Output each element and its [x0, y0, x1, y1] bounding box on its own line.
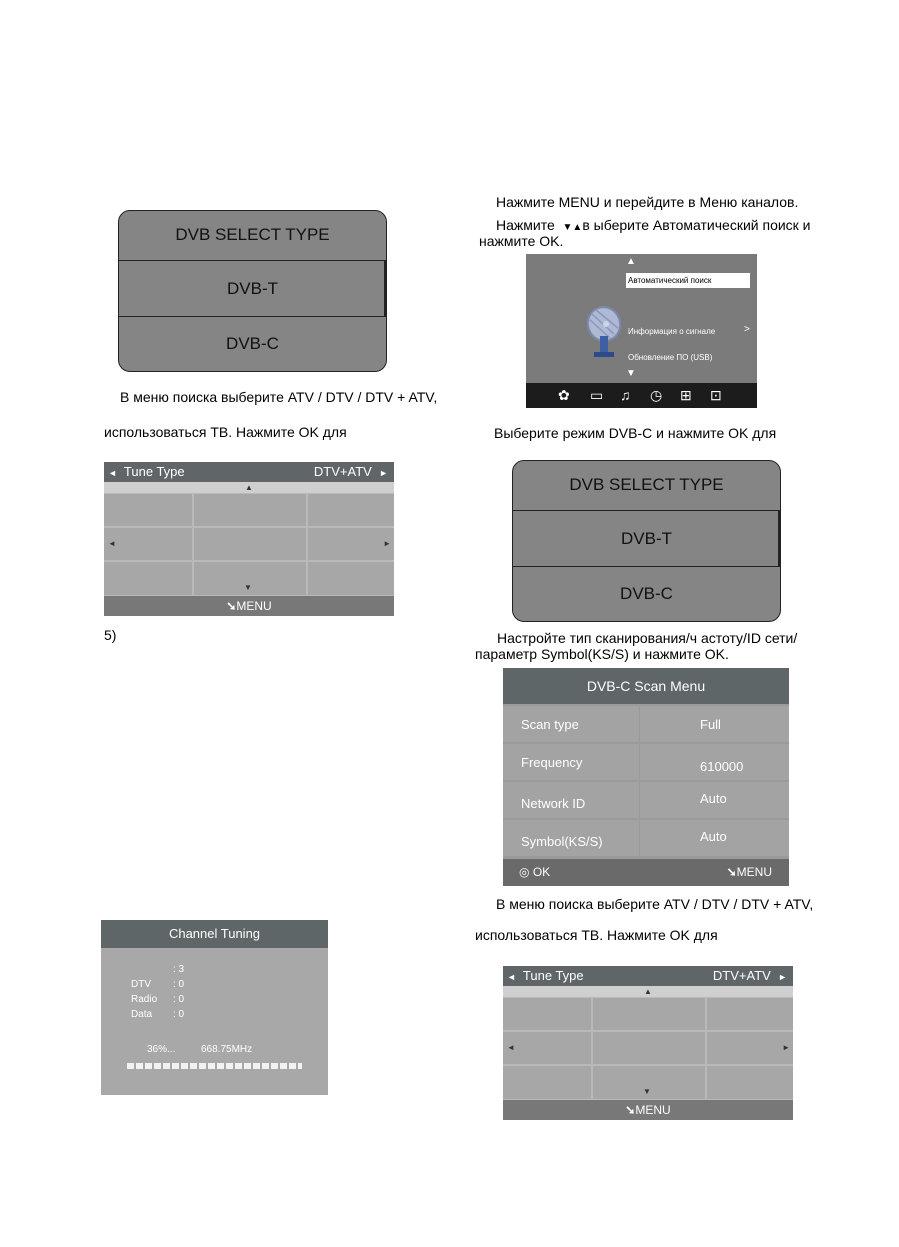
ok-label: OK — [532, 865, 551, 879]
dvb-select-title: DVB SELECT TYPE — [175, 225, 330, 244]
scroll-up-icon[interactable]: ▲ — [104, 482, 394, 493]
step-number: 5) — [104, 627, 117, 643]
instruction-text: в ыберите Автоматический поиск и — [582, 217, 811, 233]
scroll-down-icon[interactable]: ▼ — [643, 1087, 651, 1096]
scan-type-label: Scan type — [503, 706, 639, 742]
grid-cell — [104, 562, 192, 595]
right-instruction-1: Нажмите MENU и перейдите в Меню каналов. — [496, 194, 799, 210]
software-update-item[interactable]: Обновление ПО (USB) — [628, 353, 713, 362]
progress-percent: 36%... — [147, 1044, 176, 1055]
dvb-select-panel — [512, 460, 781, 622]
arrow-keys-icon: ▼▲ — [562, 222, 583, 233]
tune-type-label: Tune Type — [522, 968, 584, 983]
return-icon: ➘ — [625, 1103, 636, 1117]
right-instruction-6: параметр Symbol(KS/S) и нажмите OK. — [475, 646, 729, 662]
scan-type-value[interactable]: Full — [640, 706, 789, 742]
dvb-select-title: DVB SELECT TYPE — [569, 475, 724, 494]
data-value: : 0 — [173, 1009, 185, 1020]
page-left-icon[interactable]: ◄ — [108, 539, 116, 548]
dvb-t-option[interactable]: DVB-T — [513, 510, 780, 567]
grid-cell — [194, 494, 306, 526]
symbol-rate-label: Symbol(KS/S) — [503, 820, 639, 856]
tuning-frequency: 668.75MHz — [201, 1044, 253, 1055]
menu-icon-bar — [526, 383, 757, 408]
tune-type-header[interactable] — [503, 966, 793, 986]
right-instruction-4: Выберите режим DVB-C и нажмите OK для — [494, 425, 777, 441]
menu-label: MENU — [736, 865, 772, 879]
settings-icon[interactable]: ✿ — [558, 387, 570, 403]
dtv-value: : 0 — [173, 979, 185, 990]
radio-value: : 0 — [173, 994, 185, 1005]
ok-icon: ◎ — [519, 865, 530, 879]
grid-cell — [707, 998, 793, 1030]
frequency-value[interactable]: 610000 — [640, 744, 789, 780]
music-icon[interactable]: ♫ — [620, 387, 631, 403]
lock-icon[interactable]: ⊡ — [710, 387, 722, 403]
picture-icon[interactable]: ▭ — [590, 387, 604, 403]
scan-menu-footer — [503, 859, 789, 886]
network-id-value[interactable]: Auto — [640, 782, 789, 818]
left-arrow-icon[interactable]: ◄ — [108, 468, 117, 478]
ok-button[interactable] — [519, 865, 550, 879]
menu-up-icon[interactable]: ▲ — [626, 256, 636, 267]
channel-menu-screen — [526, 254, 757, 408]
progress-bar — [127, 1063, 302, 1069]
grid-cell — [503, 998, 591, 1030]
return-icon: ➘ — [226, 599, 237, 613]
tune-type-value: DTV+ATV — [313, 464, 372, 479]
radio-label: Radio — [131, 994, 158, 1005]
left-arrow-icon[interactable]: ◄ — [507, 972, 516, 982]
menu-footer[interactable] — [503, 1100, 793, 1120]
grid-cell — [308, 528, 394, 560]
clock-icon[interactable]: ◷ — [650, 387, 663, 403]
frequency-label: Frequency — [503, 744, 639, 780]
menu-down-icon[interactable]: ▼ — [626, 368, 636, 379]
menu-label: MENU — [236, 599, 272, 613]
grid-icon[interactable]: ⊞ — [680, 387, 692, 403]
tune-type-label: Tune Type — [123, 464, 185, 479]
grid-cell — [503, 1066, 591, 1099]
tune-type-panel — [104, 462, 394, 616]
symbol-rate-value[interactable]: Auto — [640, 820, 789, 856]
tune-type-panel — [503, 966, 793, 1120]
scroll-up-icon[interactable]: ▲ — [503, 986, 793, 997]
menu-button[interactable] — [727, 865, 772, 879]
menu-label: MENU — [635, 1103, 671, 1117]
page-right-icon[interactable]: ► — [383, 539, 391, 548]
return-icon: ➘ — [726, 865, 737, 879]
auto-search-item[interactable]: Автоматический поиск — [626, 273, 750, 288]
grid-cell — [104, 494, 192, 526]
grid-cell — [707, 1066, 793, 1099]
signal-info-item[interactable]: Информация о сигнале — [628, 327, 716, 336]
right-instruction-7: В меню поиска выберите ATV / DTV / DTV + ATV, — [496, 896, 814, 912]
left-instruction-2: использоваться ТВ. Нажмите OK для — [104, 424, 347, 440]
network-id-label: Network ID — [503, 782, 639, 818]
instruction-text: Нажмите — [496, 217, 555, 233]
total-count: : 3 — [173, 964, 185, 975]
menu-footer[interactable] — [104, 596, 394, 616]
scroll-down-icon[interactable]: ▼ — [244, 583, 252, 592]
data-label: Data — [131, 1009, 153, 1020]
grid-cell — [308, 494, 394, 526]
dvb-c-option[interactable]: DVB-C — [226, 334, 279, 353]
grid-cell — [707, 1032, 793, 1064]
grid-cell — [593, 998, 705, 1030]
submenu-arrow-icon[interactable]: > — [744, 324, 750, 335]
dvb-select-panel — [118, 210, 387, 372]
right-instruction-5: Настройте тип сканирования/ч астоту/ID сети/ — [497, 630, 798, 646]
channel-tuning-panel — [101, 920, 328, 1095]
dtv-label: DTV — [131, 979, 151, 990]
tune-type-header[interactable] — [104, 462, 394, 482]
channel-tuning-title: Channel Tuning — [101, 920, 328, 948]
grid-cell — [194, 528, 306, 560]
dvb-c-option[interactable]: DVB-C — [620, 584, 673, 603]
scan-menu-title: DVB-C Scan Menu — [503, 668, 789, 704]
satellite-dish-icon — [584, 304, 626, 358]
left-instruction-1: В меню поиска выберите ATV / DTV / DTV + ATV, — [120, 389, 438, 405]
grid-cell — [593, 1032, 705, 1064]
right-instruction-3: нажмите OK. — [479, 233, 564, 249]
page-left-icon[interactable]: ◄ — [507, 1043, 515, 1052]
tune-type-value: DTV+ATV — [712, 968, 771, 983]
grid-cell — [503, 1032, 591, 1064]
grid-cell — [308, 562, 394, 595]
right-arrow-icon[interactable]: ► — [379, 468, 388, 478]
grid-cell — [104, 528, 192, 560]
page-right-icon[interactable]: ► — [782, 1043, 790, 1052]
dvb-t-option[interactable]: DVB-T — [119, 260, 386, 317]
right-arrow-icon[interactable]: ► — [778, 972, 787, 982]
right-instruction-8: использоваться ТВ. Нажмите OK для — [475, 927, 718, 943]
dvb-c-scan-menu — [503, 668, 789, 886]
